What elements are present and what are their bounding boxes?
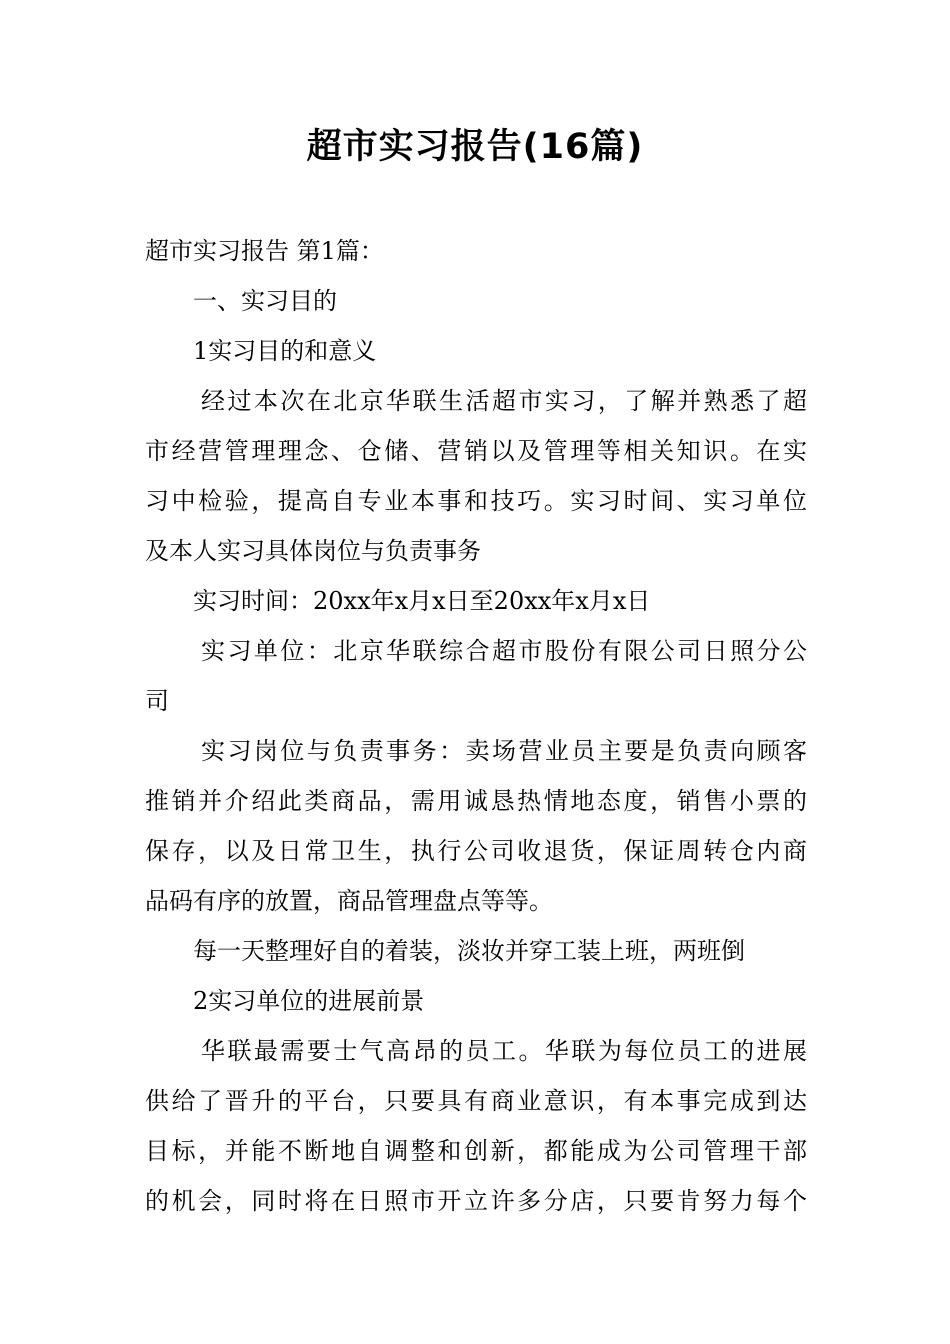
paragraph-line: 的机会，同时将在日照市开立许多分店，只要肯努力每个 [145,1187,807,1215]
paragraph-line: 目标，并能不断地自调整和创新，都能成为公司管理干部 [145,1137,807,1165]
paragraph-line: 经过本次在北京华联生活超市实习，了解并熟悉了超 [201,387,807,415]
paragraph-line: 供给了晋升的平台，只要具有商业意识，有本事完成到达 [145,1087,807,1115]
paragraph-line: 实习时间：20xx年x月x日至20xx年x月x日 [193,587,651,615]
subheading: 2实习单位的进展前景 [193,987,425,1015]
paragraph-line: 实习岗位与负责事务：卖场营业员主要是负责向顾客 [201,737,807,765]
section-heading: 超市实习报告 第1篇： [145,237,384,265]
paragraph-line: 保存，以及日常卫生，执行公司收退货，保证周转仓内商 [145,837,807,865]
subheading: 1实习目的和意义 [193,337,377,365]
document-body [145,226,807,1226]
paragraph-line: 推销并介绍此类商品，需用诚恳热情地态度，销售小票的 [145,787,807,815]
paragraph-line: 品码有序的放置，商品管理盘点等等。 [145,887,553,915]
paragraph-line: 及本人实习具体岗位与负责事务 [145,537,481,565]
paragraph-line: 司 [145,687,169,715]
paragraph-line: 市经营管理理念、仓储、营销以及管理等相关知识。在实 [145,437,807,465]
paragraph-line: 每一天整理好自的着装，淡妆并穿工装上班，两班倒 [193,937,745,965]
document-title: 超市实习报告(16篇) [306,127,644,167]
paragraph-line: 习中检验，提高自专业本事和技巧。实习时间、实习单位 [145,487,807,515]
paragraph-line: 实习单位：北京华联综合超市股份有限公司日照分公 [201,637,807,665]
paragraph-line: 华联最需要士气高昂的员工。华联为每位员工的进展 [201,1037,807,1065]
subheading: 一、实习目的 [193,287,337,315]
